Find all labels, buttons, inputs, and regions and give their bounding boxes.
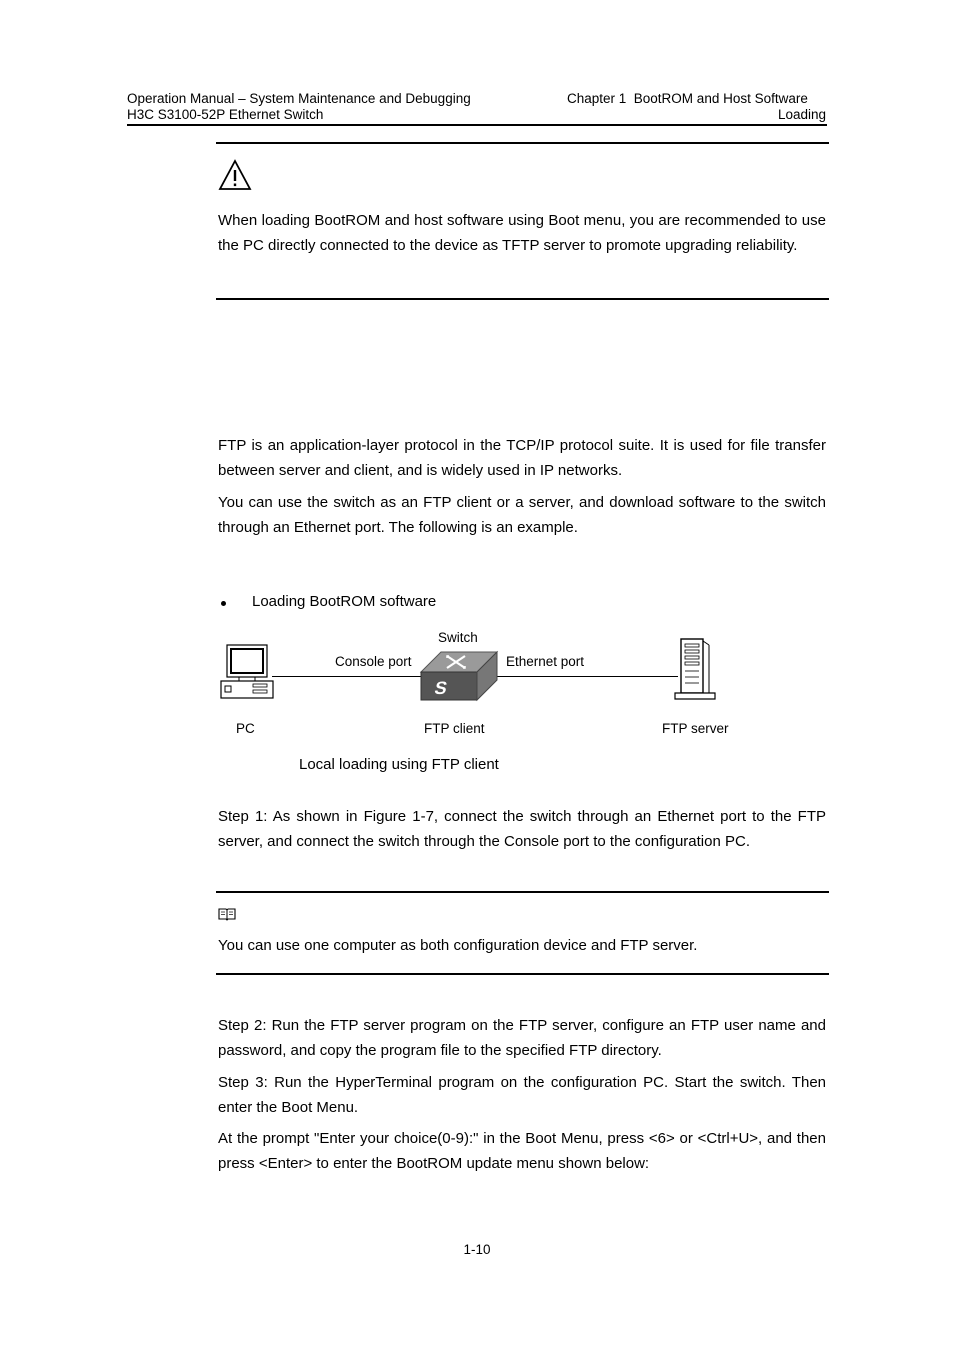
ethernet-port-label: Ethernet port [506, 654, 585, 669]
pc-label: PC [236, 721, 255, 736]
switch-icon [419, 650, 499, 702]
book-icon [218, 907, 236, 921]
bullet-loading-bootrom: Loading BootROM software [252, 593, 437, 610]
boot-menu-prompt: At the prompt "Enter your choice(0-9):" in the Boot Menu, press <6> or <Ctrl+U>, and then press <Enter> to enter the BootROM update menu shown below: [218, 1130, 826, 1172]
header-left-line1: Operation Manual – System Maintenance and Debugging [127, 91, 471, 106]
step-2: Step 2: Run the FTP server program on the FTP server, configure an FTP user name and password, and copy the program file to the specified FTP directory. [218, 1017, 826, 1059]
page-number: 1-10 [463, 1242, 491, 1257]
step-3: Step 3: Run the HyperTerminal program on the configuration PC. Start the switch. Then enter the Boot Menu. [218, 1074, 826, 1116]
console-port-label: Console port [335, 654, 412, 669]
svg-text:S: S [432, 678, 450, 698]
ftp-client-label: FTP client [424, 721, 485, 736]
figure-caption: Local loading using FTP client [299, 756, 499, 773]
note-top-rule [216, 891, 829, 893]
note-text: You can use one computer as both configuration device and FTP server. [218, 937, 698, 954]
switch-label: Switch [438, 630, 478, 645]
server-icon [669, 637, 717, 702]
header-rule [127, 124, 827, 126]
caution-top-rule [216, 142, 829, 144]
step-1: Step 1: As shown in Figure 1-7, connect the switch through an Ethernet port to the FTP server, and connect the switch through the Console port to the configuration PC. [218, 808, 826, 850]
paragraph-ftp-intro: FTP is an application-layer protocol in the TCP/IP protocol suite. It is used for file transfer between server and client, and is widely used in IP networks. [218, 437, 826, 479]
header-left-line2: H3C S3100-52P Ethernet Switch [127, 107, 324, 122]
warning-triangle-icon [218, 159, 252, 191]
console-cable [272, 676, 422, 677]
pc-icon [219, 643, 275, 701]
ftp-server-label: FTP server [662, 721, 729, 736]
note-bottom-rule [216, 973, 829, 975]
bullet-dot [221, 601, 226, 606]
caution-bottom-rule [216, 298, 829, 300]
paragraph-switch-ftp: You can use the switch as an FTP client or a server, and download software to the switch through an Ethernet port. The following is an example. [218, 494, 826, 536]
caution-text: When loading BootROM and host software using Boot menu, you are recommended to use the PC directly connected to the device as TFTP server to promote upgrading reliability. [218, 212, 826, 254]
header-right-line2: Loading [777, 107, 826, 122]
header-right-line1: Chapter 1 BootROM and Host Software [567, 91, 808, 106]
ethernet-cable [496, 676, 678, 677]
